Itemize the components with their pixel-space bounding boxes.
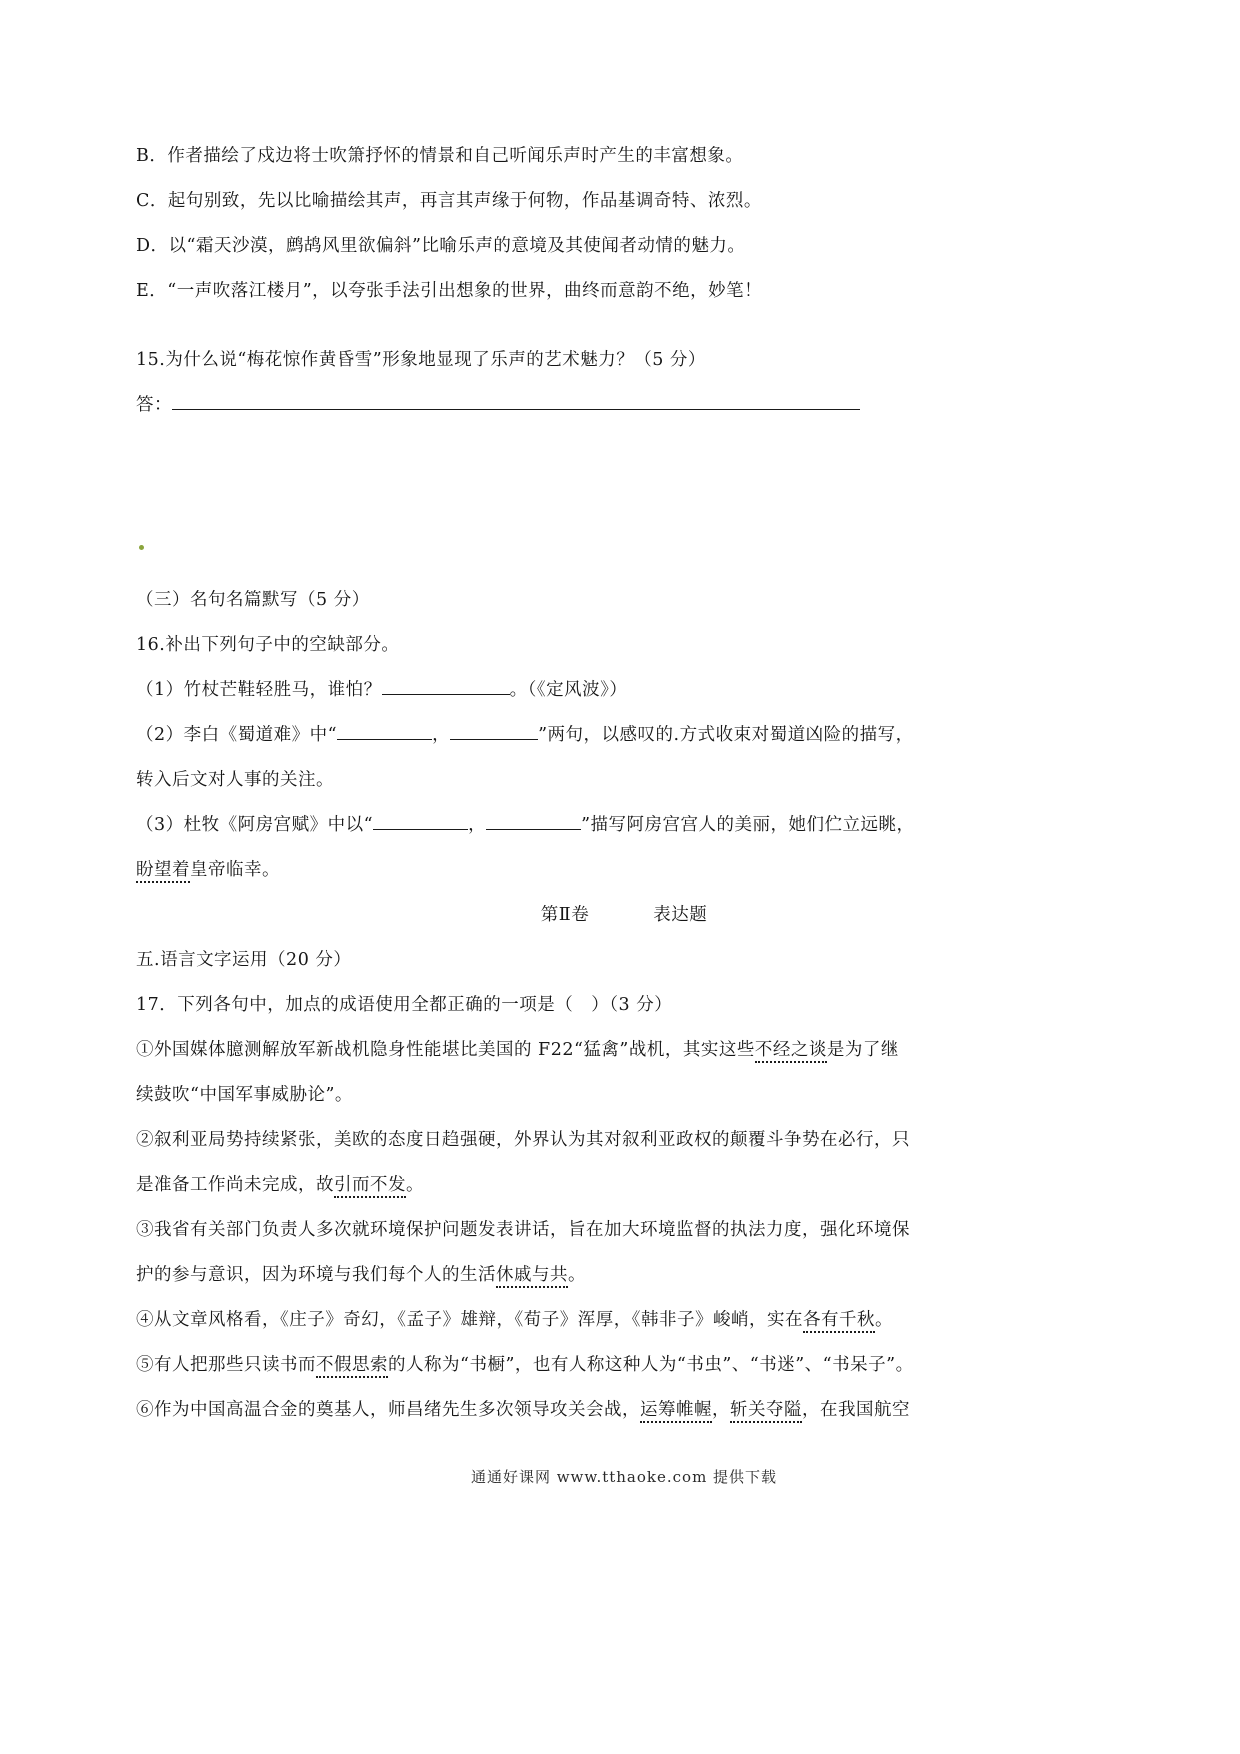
q16-1-tail: 。（《定风波》） (509, 680, 628, 700)
question-15-answer-line (136, 392, 1112, 419)
q17-item-3-cont (136, 1262, 1112, 1289)
question-16-intro: 16.补出下列句子中的空缺部分。 (136, 635, 400, 655)
q17-item-6-text: ⑥作为中国高温合金的奠基人，师昌绪先生多次领导攻关会战， (136, 1400, 640, 1420)
q17-item-2-cont-tail: 。 (406, 1175, 424, 1195)
q16-1-blank (382, 677, 510, 695)
q16-3-cont-rest: 皇帝临幸。 (190, 860, 280, 880)
answer-blank-line (172, 392, 860, 410)
question-16-item-1 (136, 677, 1112, 704)
q17-item-4-idiom: 各有千秋 (803, 1310, 875, 1333)
section-3-heading: （三）名句名篇默写（5 分） (136, 590, 370, 610)
q17-item-5-text: ⑤有人把那些只读书而 (136, 1355, 316, 1375)
q17-item-4-tail: 。 (875, 1310, 893, 1330)
q17-item-2-cont (136, 1172, 1112, 1199)
q16-3-tail: ”描写阿房宫宫人的美丽，她们伫立远眺， (581, 815, 915, 835)
q17-item-6 (136, 1397, 1112, 1424)
part-2-title-volume: 第Ⅱ卷 (540, 905, 590, 925)
question-16-item-2 (136, 722, 1112, 749)
q17-item-3: ③我省有关部门负责人多次就环境保护问题发表讲话，旨在加大环境监督的执法力度，强化环境保 (136, 1220, 910, 1240)
q17-item-6-comma: ， (712, 1400, 730, 1420)
q17-item-1 (136, 1037, 1112, 1064)
part-2-title (136, 902, 1112, 929)
q16-3-blank-2 (486, 812, 581, 830)
answer-label: 答： (136, 395, 172, 415)
q17-item-2-idiom: 引而不发 (334, 1175, 406, 1198)
q17-item-3-cont-tail: 。 (568, 1265, 586, 1285)
question-17: 17．下列各句中，加点的成语使用全都正确的一项是（ ）（3 分） (136, 995, 673, 1015)
q16-2-tail: ”两句，以感叹的.方式收束对蜀道凶险的描写， (538, 725, 914, 745)
q17-item-1-text: ①外国媒体臆测解放军新战机隐身性能堪比美国的 F22“猛禽”战机，其实这些 (136, 1040, 755, 1060)
q17-item-6-idiom-2: 斩关夺隘 (730, 1400, 802, 1423)
option-e: E．“一声吹落江楼月”，以夸张手法引出想象的世界，曲终而意韵不绝，妙笔！ (136, 281, 763, 301)
question-16-item-2-cont: 转入后文对人事的关注。 (136, 770, 334, 790)
q17-item-1-idiom: 不经之谈 (755, 1040, 827, 1063)
q16-2-blank-1 (337, 722, 432, 740)
option-b: B．作者描绘了戍边将士吹箫抒怀的情景和自己听闻乐声时产生的丰富想象。 (136, 146, 744, 166)
q17-item-3-cont-text: 护的参与意识，因为环境与我们每个人的生活 (136, 1265, 496, 1285)
section-5-heading: 五.语言文字运用（20 分） (136, 950, 352, 970)
q16-1-text: （1）竹杖芒鞋轻胜马，谁怕？ (136, 680, 382, 700)
q17-item-1-cont: 续鼓吹“中国军事威胁论”。 (136, 1085, 353, 1105)
option-d: D．以“霜天沙漠，鹧鸪风里欲偏斜”比喻乐声的意境及其使闻者动情的魅力。 (136, 236, 746, 256)
q16-3-text: （3）杜牧《阿房宫赋》中以“ (136, 815, 374, 835)
q17-item-4-text: ④从文章风格看，《庄子》奇幻，《孟子》雄辩，《荀子》浑厚，《韩非子》峻峭，实在 (136, 1310, 803, 1330)
q17-item-2: ②叙利亚局势持续紧张，美欧的态度日趋强硬，外界认为其对叙利亚政权的颠覆斗争势在必行，只 (136, 1130, 910, 1150)
question-15: 15.为什么说“梅花惊作黄昏雪”形象地显现了乐声的艺术魅力？（5 分） (136, 350, 706, 370)
q16-3-blank-1 (373, 812, 468, 830)
q17-item-6-tail: ，在我国航空 (802, 1400, 910, 1420)
option-c: C．起句别致，先以比喻描绘其声，再言其声缘于何物，作品基调奇特、浓烈。 (136, 191, 762, 211)
page-footer: 通通好课网 www.tthaoke.com 提供下载 (470, 1468, 778, 1486)
q16-2-text: （2）李白《蜀道难》中“ (136, 725, 338, 745)
q17-item-2-cont-text: 是准备工作尚未完成，故 (136, 1175, 334, 1195)
q17-item-5-idiom: 不假思索 (316, 1355, 388, 1378)
q17-item-5 (136, 1352, 1112, 1379)
q17-item-1-tail: 是为了继 (826, 1040, 899, 1060)
q17-item-5-tail: 的人称为“书橱”，也有人称这种人为“书虫”、“书迷”、“书呆子”。 (388, 1355, 914, 1375)
scan-artifact-dot (139, 545, 144, 550)
q16-2-comma: ， (432, 725, 451, 745)
question-16-item-3-cont (136, 857, 1112, 884)
q16-3-comma: ， (468, 815, 487, 835)
q17-item-6-idiom-1: 运筹帷幄 (640, 1400, 712, 1423)
q16-2-blank-2 (450, 722, 538, 740)
question-16-item-3 (136, 812, 1112, 839)
q16-3-emphasized-word: 盼望着 (136, 860, 190, 883)
q17-item-4 (136, 1307, 1112, 1334)
q17-item-3-idiom: 休戚与共 (496, 1265, 568, 1288)
part-2-title-label: 表达题 (653, 905, 708, 925)
